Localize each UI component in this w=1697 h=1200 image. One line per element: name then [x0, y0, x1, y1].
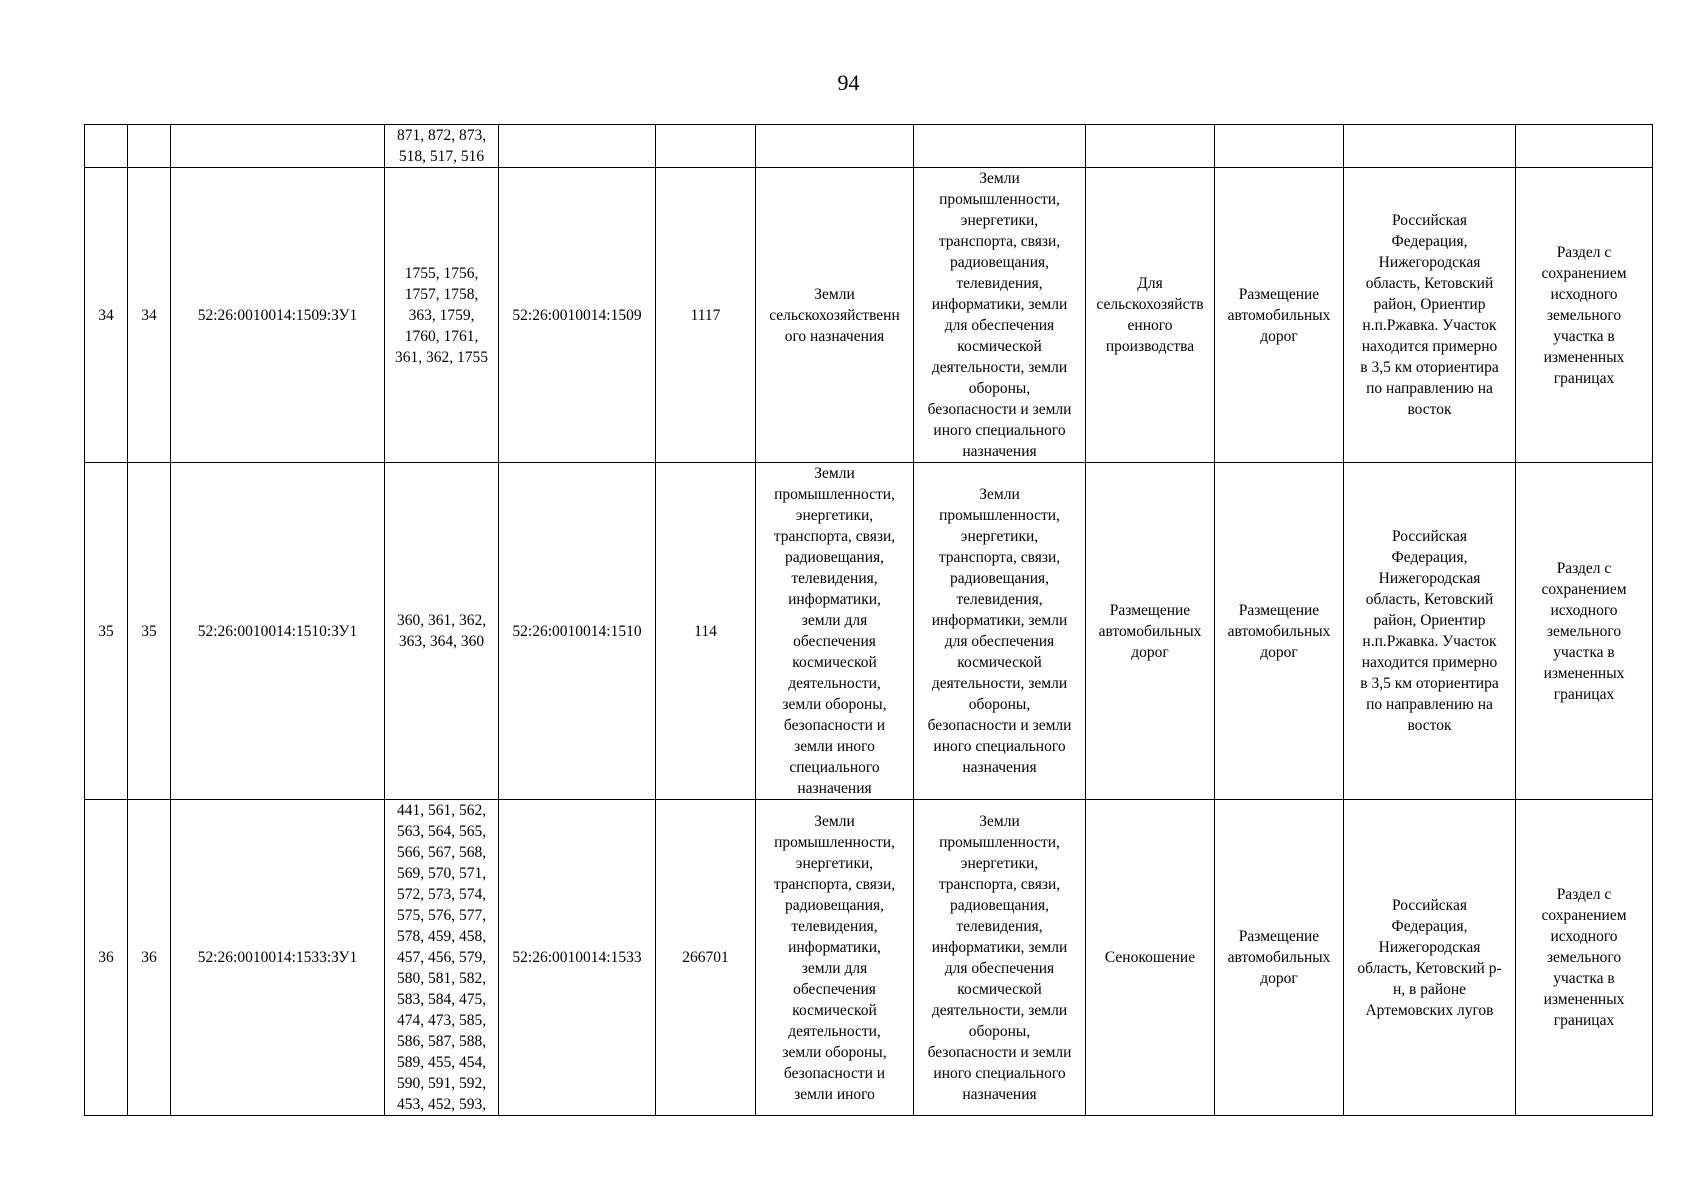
- source-parcel-number: 52:26:0010014:1509: [499, 168, 656, 463]
- address-cell: [1344, 463, 1516, 800]
- formation-method: Раздел с сохранением исходного земельного участка в измененных границах: [1541, 243, 1627, 387]
- address: Российская Федерация, Нижегородская область, Кетовский район, Ориентир н.п.Ржавка. Участок находится примерно в 3,5 км оториентира по направлению на восток: [1360, 528, 1499, 734]
- use-after: Размещение автомобильных дорог: [1227, 601, 1331, 661]
- use-after-cell: [1215, 168, 1344, 463]
- category-after: Земли промышленности, энергетики, транспорта, связи, радиовещания, телевидения, информатики, земли для обеспечения космической деятельности, земли обороны, безопасности и земли иного специального назначения: [927, 812, 1072, 1103]
- method-cell: [1516, 800, 1653, 1116]
- boundary-points-cell: [385, 463, 499, 800]
- parcels-table: [84, 124, 1653, 1116]
- formation-method: Раздел с сохранением исходного земельного участка в измененных границах: [1541, 886, 1627, 1029]
- address: Российская Федерация, Нижегородская область, Кетовский р- н, в районе Артемовских лугов: [1357, 896, 1502, 1019]
- category-after-cell: [914, 168, 1086, 463]
- parcel-area: 1117: [656, 168, 756, 463]
- new-parcel-number: 52:26:0010014:1510:ЗУ1: [171, 463, 385, 800]
- source-parcel-number: 52:26:0010014:1510: [499, 463, 656, 800]
- category-before: Земли промышленности, энергетики, транспорта, связи, радиовещания, телевидения, информатики, земли для обеспечения космической деятельности, земли обороны, безопасности и земли иного специального назначения: [773, 465, 896, 797]
- use-before: Для сельскохозяйств енного производства: [1096, 275, 1204, 355]
- boundary-points-cell: [385, 125, 499, 168]
- new-parcel-number: 52:26:0010014:1533:ЗУ1: [171, 800, 385, 1116]
- use-before-cell: [1086, 168, 1215, 463]
- address-cell: [1344, 168, 1516, 463]
- table-cell: [656, 125, 756, 168]
- table-row: [85, 463, 1653, 800]
- table-cell: [756, 125, 914, 168]
- boundary-points-cell: [385, 168, 499, 463]
- category-before-cell: [756, 463, 914, 800]
- boundary-points: 871, 872, 873, 518, 517, 516: [396, 127, 487, 165]
- table-cell: [1086, 125, 1215, 168]
- category-after-cell: [914, 463, 1086, 800]
- continuation-row: [85, 125, 1653, 168]
- category-after: Земли промышленности, энергетики, транспорта, связи, радиовещания, телевидения, информатики, земли для обеспечения космической деятельности, земли обороны, безопасности и земли иного специального назначения: [927, 486, 1072, 776]
- use-after-cell: [1215, 463, 1344, 800]
- use-before: Сенокошение: [1104, 949, 1196, 966]
- address-cell: [1344, 800, 1516, 1116]
- boundary-points: 360, 361, 362, 363, 364, 360: [396, 612, 487, 650]
- row-number: 34: [85, 168, 128, 463]
- category-before: Земли промышленности, энергетики, транспорта, связи, радиовещания, телевидения, информатики, земли для обеспечения космической деятельности, земли обороны, безопасности и земли иного: [773, 812, 896, 1103]
- category-before: Земли сельскохозяйственн ого назначения: [769, 285, 900, 345]
- use-before: Размещение автомобильных дорог: [1098, 601, 1202, 661]
- page-number: 94: [837, 70, 860, 95]
- category-after: Земли промышленности, энергетики, транспорта, связи, радиовещания, телевидения, информатики, земли для обеспечения космической деятельности, земли обороны, безопасности и земли иного специального назначения: [927, 170, 1072, 460]
- table-cell: [85, 125, 128, 168]
- row-number-2: 36: [128, 800, 171, 1116]
- table-cell: [1516, 125, 1653, 168]
- parcel-area: 114: [656, 463, 756, 800]
- row-number-2: 35: [128, 463, 171, 800]
- table-cell: [1215, 125, 1344, 168]
- parcel-area: 266701: [656, 800, 756, 1116]
- row-number: 35: [85, 463, 128, 800]
- boundary-points-cell: [385, 800, 499, 1116]
- table-cell: [914, 125, 1086, 168]
- category-before-cell: [756, 800, 914, 1116]
- use-after: Размещение автомобильных дорог: [1227, 285, 1331, 345]
- category-before-cell: [756, 168, 914, 463]
- table-row: [85, 800, 1653, 1116]
- table-cell: [128, 125, 171, 168]
- boundary-points: 441, 561, 562, 563, 564, 565, 566, 567, 568, 569, 570, 571, 572, 573, 574, 575, 576, 577, 578, 459, 458, 457, 456, 579, 580, 581, 582, 583, 584, 475, 474, 473, 585, 586, 587, 588, 589, 455, 454, 590, 591, 592, 453, 452, 593,: [396, 802, 487, 1113]
- use-before-cell: [1086, 800, 1215, 1116]
- category-after-cell: [914, 800, 1086, 1116]
- use-before-cell: [1086, 463, 1215, 800]
- formation-method: Раздел с сохранением исходного земельного участка в измененных границах: [1541, 559, 1627, 703]
- row-number: 36: [85, 800, 128, 1116]
- address: Российская Федерация, Нижегородская область, Кетовский район, Ориентир н.п.Ржавка. Участок находится примерно в 3,5 км оториентира по направлению на восток: [1360, 212, 1499, 418]
- table-cell: [1344, 125, 1516, 168]
- table-cell: [499, 125, 656, 168]
- boundary-points: 1755, 1756, 1757, 1758, 363, 1759, 1760, 1761, 361, 362, 1755: [395, 264, 488, 366]
- new-parcel-number: 52:26:0010014:1509:ЗУ1: [171, 168, 385, 463]
- use-after: Размещение автомобильных дорог: [1227, 928, 1331, 987]
- row-number-2: 34: [128, 168, 171, 463]
- source-parcel-number: 52:26:0010014:1533: [499, 800, 656, 1116]
- method-cell: [1516, 463, 1653, 800]
- table-row: [85, 168, 1653, 463]
- table-cell: [171, 125, 385, 168]
- method-cell: [1516, 168, 1653, 463]
- use-after-cell: [1215, 800, 1344, 1116]
